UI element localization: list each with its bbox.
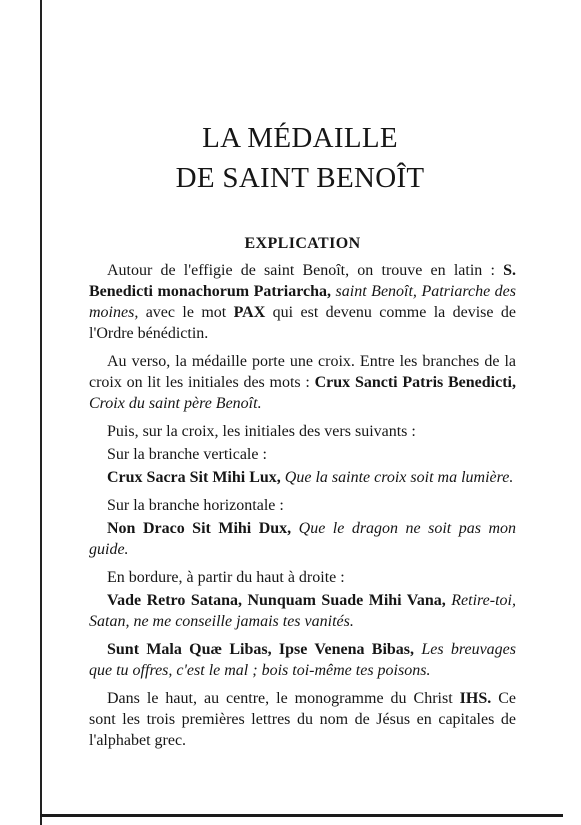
paragraph-branche-verticale: Sur la branche verticale : xyxy=(107,446,267,463)
page-title xyxy=(60,118,540,198)
paragraph-branche-horizontale: Sur la branche horizontale : xyxy=(107,497,284,514)
title-line-2: DE SAINT BENOÎT xyxy=(175,162,425,194)
paragraph-monogramme: Dans le haut, au centre, le monogramme du Christ IHS. Ce sont les trois premières lettres du nom de Jésus en capitales de l'alphabet grec. xyxy=(89,690,517,749)
page-left-border xyxy=(40,0,42,825)
paragraph-vers-intro: Puis, sur la croix, les initiales des vers suivants : xyxy=(107,423,416,440)
paragraph-bordure: En bordure, à partir du haut à droite : xyxy=(107,569,345,586)
text-body xyxy=(89,233,516,758)
paragraph-non-draco: Non Draco Sit Mihi Dux, Que le dragon ne soit pas mon guide. xyxy=(89,520,516,558)
page-bottom-edge xyxy=(40,814,563,817)
paragraph-verso: Au verso, la médaille porte une croix. Entre les branches de la croix on lit les initiales des mots : Crux Sancti Patris Benedicti, Croix du saint père Benoît. xyxy=(89,353,517,412)
paragraph-effigie: Autour de l'effigie de saint Benoît, on trouve en latin : S. Benedicti monachorum Patriarcha, saint Benoît, Patriarche des moines, avec le mot PAX qui est devenu comme la devise de l'Ordre bénédictin. xyxy=(89,262,516,342)
paragraph-sunt-mala: Sunt Mala Quæ Libas, Ipse Venena Bibas, Les breuvages que tu offres, c'est le mal ; bois toi-même tes poisons. xyxy=(89,641,517,679)
section-heading: EXPLICATION xyxy=(244,235,361,252)
paragraph-vade-retro: Vade Retro Satana, Nunquam Suade Mihi Vana, Retire-toi, Satan, ne me conseille jamais tes vanités. xyxy=(89,592,517,630)
title-line-1: LA MÉDAILLE xyxy=(202,122,398,154)
paragraph-crux-sacra: Crux Sacra Sit Mihi Lux, Que la sainte croix soit ma lumière. xyxy=(107,469,514,486)
